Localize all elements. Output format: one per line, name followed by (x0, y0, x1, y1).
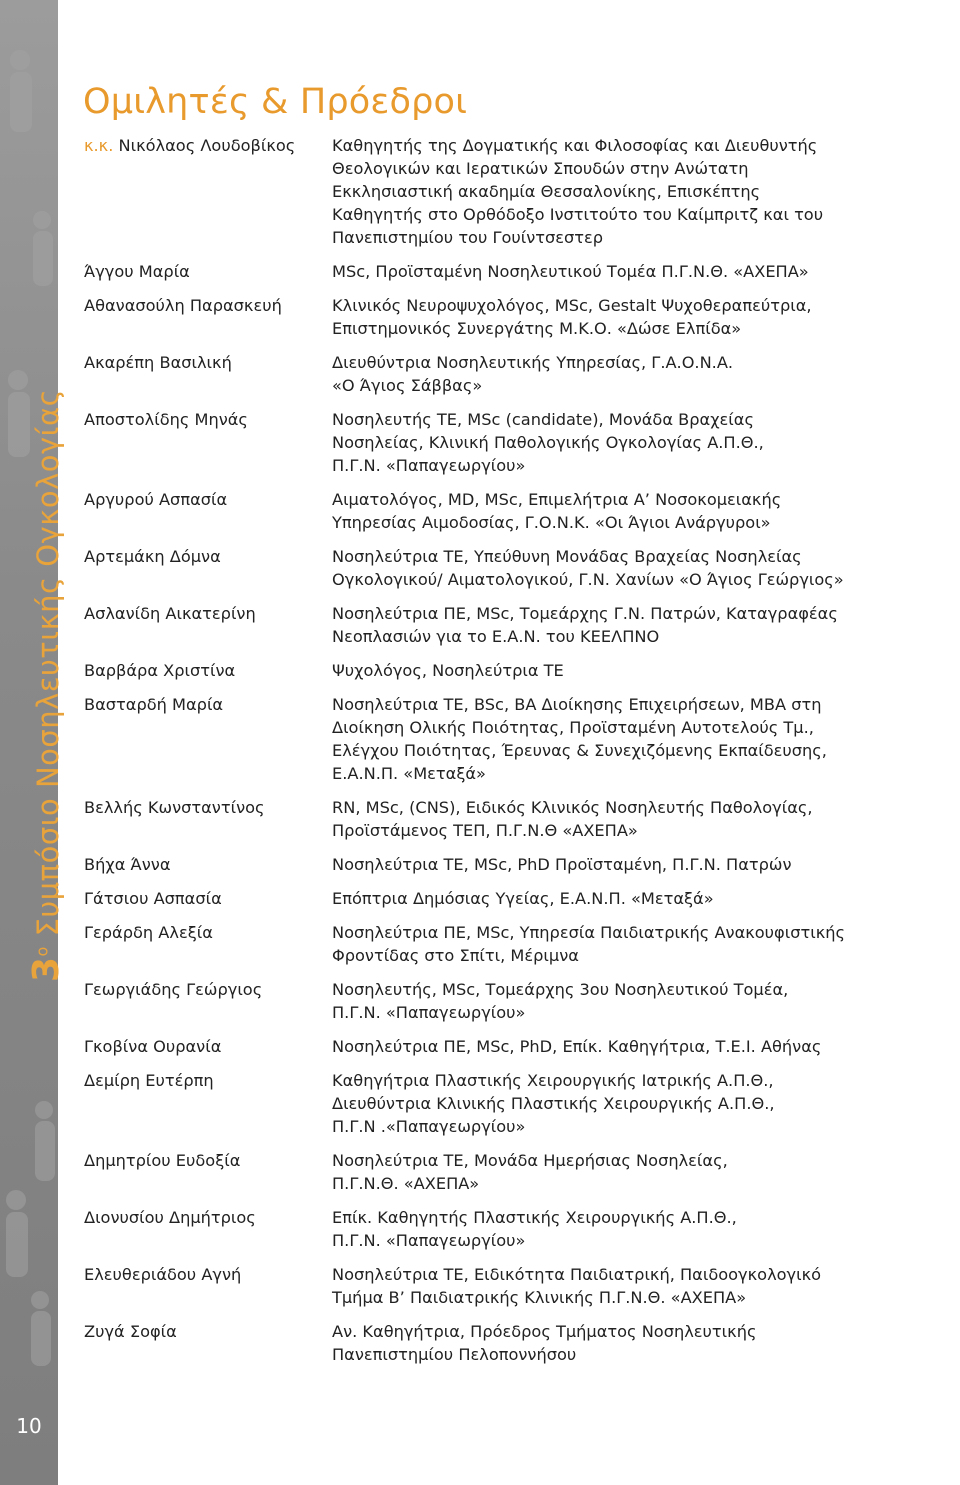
symposium-number: 3 (26, 956, 67, 982)
speaker-description: Επόπτρια Δημόσιας Υγείας, Ε.Α.Ν.Π. «Μεταξά» (332, 889, 714, 908)
speaker-description: Διευθύντρια Νοσηλευτικής Υπηρεσίας, Γ.Α.Ο.Ν.Α. «Ο Άγιος Σάββας» (332, 353, 734, 395)
speaker-description: RN, MSc, (CNS), Ειδικός Κλινικός Νοσηλευτής Παθολογίας, Προϊστάμενος ΤΕΠ, Π.Γ.Ν.Θ «ΑΧΕΠΑ» (332, 798, 813, 840)
speaker-description: Αν. Καθηγήτρια, Πρόεδρος Τμήματος Νοσηλευτικής Πανεπιστημίου Πελοποννήσου (332, 1322, 757, 1364)
speaker-name: Αποστολίδης Μηνάς (84, 410, 248, 429)
page-number: 10 (16, 1414, 42, 1438)
speaker-description: Νοσηλεύτρια ΤΕ, BSc, BA Διοίκησης Επιχειρήσεων, MBA στη Διοίκηση Ολικής Ποιότητας, Προϊσταμένη Αυτοτελούς Τμ., Ελέγχου Ποιότητας, Έρευνας & Συνεχιζόμενης Εκπαίδευσης, Ε.Α.Ν.Π. «Μεταξά» (332, 695, 827, 783)
page-title: Ομιλητές & Πρόεδροι (83, 82, 468, 122)
speaker-name: Ακαρέπη Βασιλική (84, 353, 232, 372)
speaker-name (84, 134, 324, 157)
speaker-name: Βαρβάρα Χριστίνα (84, 661, 236, 680)
speaker-description: Νοσηλευτής ΤΕ, MSc (candidate), Μονάδα Βραχείας Νοσηλείας, Κλινική Παθολογικής Ογκολογίας Α.Π.Θ., Π.Γ.Ν. «Παπαγεωργίου» (332, 410, 764, 475)
speaker-name: Ελευθεριάδου Αγνή (84, 1265, 242, 1284)
speaker-name: Γάτσιου Ασπασία (84, 889, 222, 908)
speaker-name: Δεμίρη Ευτέρπη (84, 1071, 214, 1090)
honorific-prefix: κ.κ. (84, 136, 114, 155)
speaker-name: Αργυρού Ασπασία (84, 490, 228, 509)
speaker-name: Διονυσίου Δημήτριος (84, 1208, 256, 1227)
speaker-name: Βελλής Κωνσταντίνος (84, 798, 265, 817)
ordinal-suffix: ο (32, 946, 52, 957)
speaker-description: Επίκ. Καθηγητής Πλαστικής Χειρουργικής Α.Π.Θ., Π.Γ.Ν. «Παπαγεωργίου» (332, 1208, 737, 1250)
speaker-name: Δημητρίου Ευδοξία (84, 1151, 241, 1170)
speaker-name: Αρτεμάκη Δόμνα (84, 547, 221, 566)
speaker-name: Γεωργιάδης Γεώργιος (84, 980, 263, 999)
speaker-description: Αιματολόγος, MD, MSc, Επιμελήτρια Α’ Νοσοκομειακής Υπηρεσίας Αιμοδοσίας, Γ.Ο.Ν.Κ. «Οι Άγιοι Ανάργυροι» (332, 490, 782, 532)
speaker-name: Βήχα Άννα (84, 855, 171, 874)
speaker-description: Νοσηλεύτρια ΤΕ, Ειδικότητα Παιδιατρική, Παιδοογκολογικό Τμήμα Β’ Παιδιατρικής Κλινικής Π.Γ.Ν.Θ. «ΑΧΕΠΑ» (332, 1265, 822, 1307)
speaker-description: Καθηγήτρια Πλαστικής Χειρουργικής Ιατρικής Α.Π.Θ., Διευθύντρια Κλινικής Πλαστικής Χειρουργικής Α.Π.Θ., Π.Γ.Ν .«Παπαγεωργίου» (332, 1071, 775, 1136)
speaker-description: Νοσηλεύτρια ΤΕ, Υπεύθυνη Μονάδας Βραχείας Νοσηλείας Ογκολογικού/ Αιματολογικού, Γ.Ν. Χανίων «Ο Άγιος Γεώργιος» (332, 547, 844, 589)
speaker-name: Ζυγά Σοφία (84, 1322, 177, 1341)
speaker-description: Νοσηλεύτρια ΠΕ, MSc, PhD, Επίκ. Καθηγήτρια, Τ.Ε.Ι. Αθήνας (332, 1037, 822, 1056)
speaker-name-text: Νικόλαος Λουδοβίκος (118, 136, 296, 155)
speaker-name: Ασλανίδη Αικατερίνη (84, 604, 256, 623)
speaker-description: Νοσηλευτής, MSc, Τομεάρχης 3ου Νοσηλευτικού Τομέα, Π.Γ.Ν. «Παπαγεωργίου» (332, 980, 789, 1022)
speaker-description: Νοσηλεύτρια ΠΕ, MSc, Τομεάρχης Γ.Ν. Πατρών, Καταγραφέας Νεοπλασιών για το Ε.Α.Ν. του ΚΕΕΛΠΝΟ (332, 604, 838, 646)
speaker-description: Καθηγητής της Δογματικής και Φιλοσοφίας και Διευθυντής Θεολογικών και Ιερατικών Σπουδών στην Ανώτατη Εκκλησιαστική ακαδημία Θεσσαλονίκης, Επισκέπτης Καθηγητής στο Ορθόδοξο Ινστιτούτο του Καίμπριτζ και του Πανεπιστημίου του Γουίντσεστερ (332, 136, 824, 247)
speaker-name: Αθανασούλη Παρασκευή (84, 296, 282, 315)
symposium-title: Συμπόσιο Νοσηλευτικής Ογκολογίας (31, 388, 65, 937)
speaker-name: Γεράρδη Αλεξία (84, 923, 213, 942)
speaker-name: Βασταρδή Μαρία (84, 695, 224, 714)
speaker-description: Κλινικός Νευροψυχολόγος, MSc, Gestalt Ψυχοθεραπεύτρια, Επιστημονικός Συνεργάτης Μ.Κ.Ο. «Δώσε Ελπίδα» (332, 296, 812, 338)
speaker-description: Νοσηλεύτρια ΤΕ, Μονάδα Ημερήσιας Νοσηλείας, Π.Γ.Ν.Θ. «ΑΧΕΠΑ» (332, 1151, 728, 1193)
speaker-name: Γκοβίνα Ουρανία (84, 1037, 222, 1056)
speaker-name: Άγγου Μαρία (84, 262, 190, 281)
speaker-description: MSc, Προϊσταμένη Νοσηλευτικού Τομέα Π.Γ.Ν.Θ. «ΑΧΕΠΑ» (332, 262, 809, 281)
speaker-description: Νοσηλεύτρια ΠΕ, MSc, Υπηρεσία Παιδιατρικής Ανακουφιστικής Φροντίδας στο Σπίτι, Μέριμνα (332, 923, 845, 965)
speaker-description: Ψυχολόγος, Νοσηλεύτρια ΤΕ (332, 661, 564, 680)
speaker-description: Νοσηλεύτρια ΤΕ, MSc, PhD Προϊσταμένη, Π.Γ.Ν. Πατρών (332, 855, 792, 874)
